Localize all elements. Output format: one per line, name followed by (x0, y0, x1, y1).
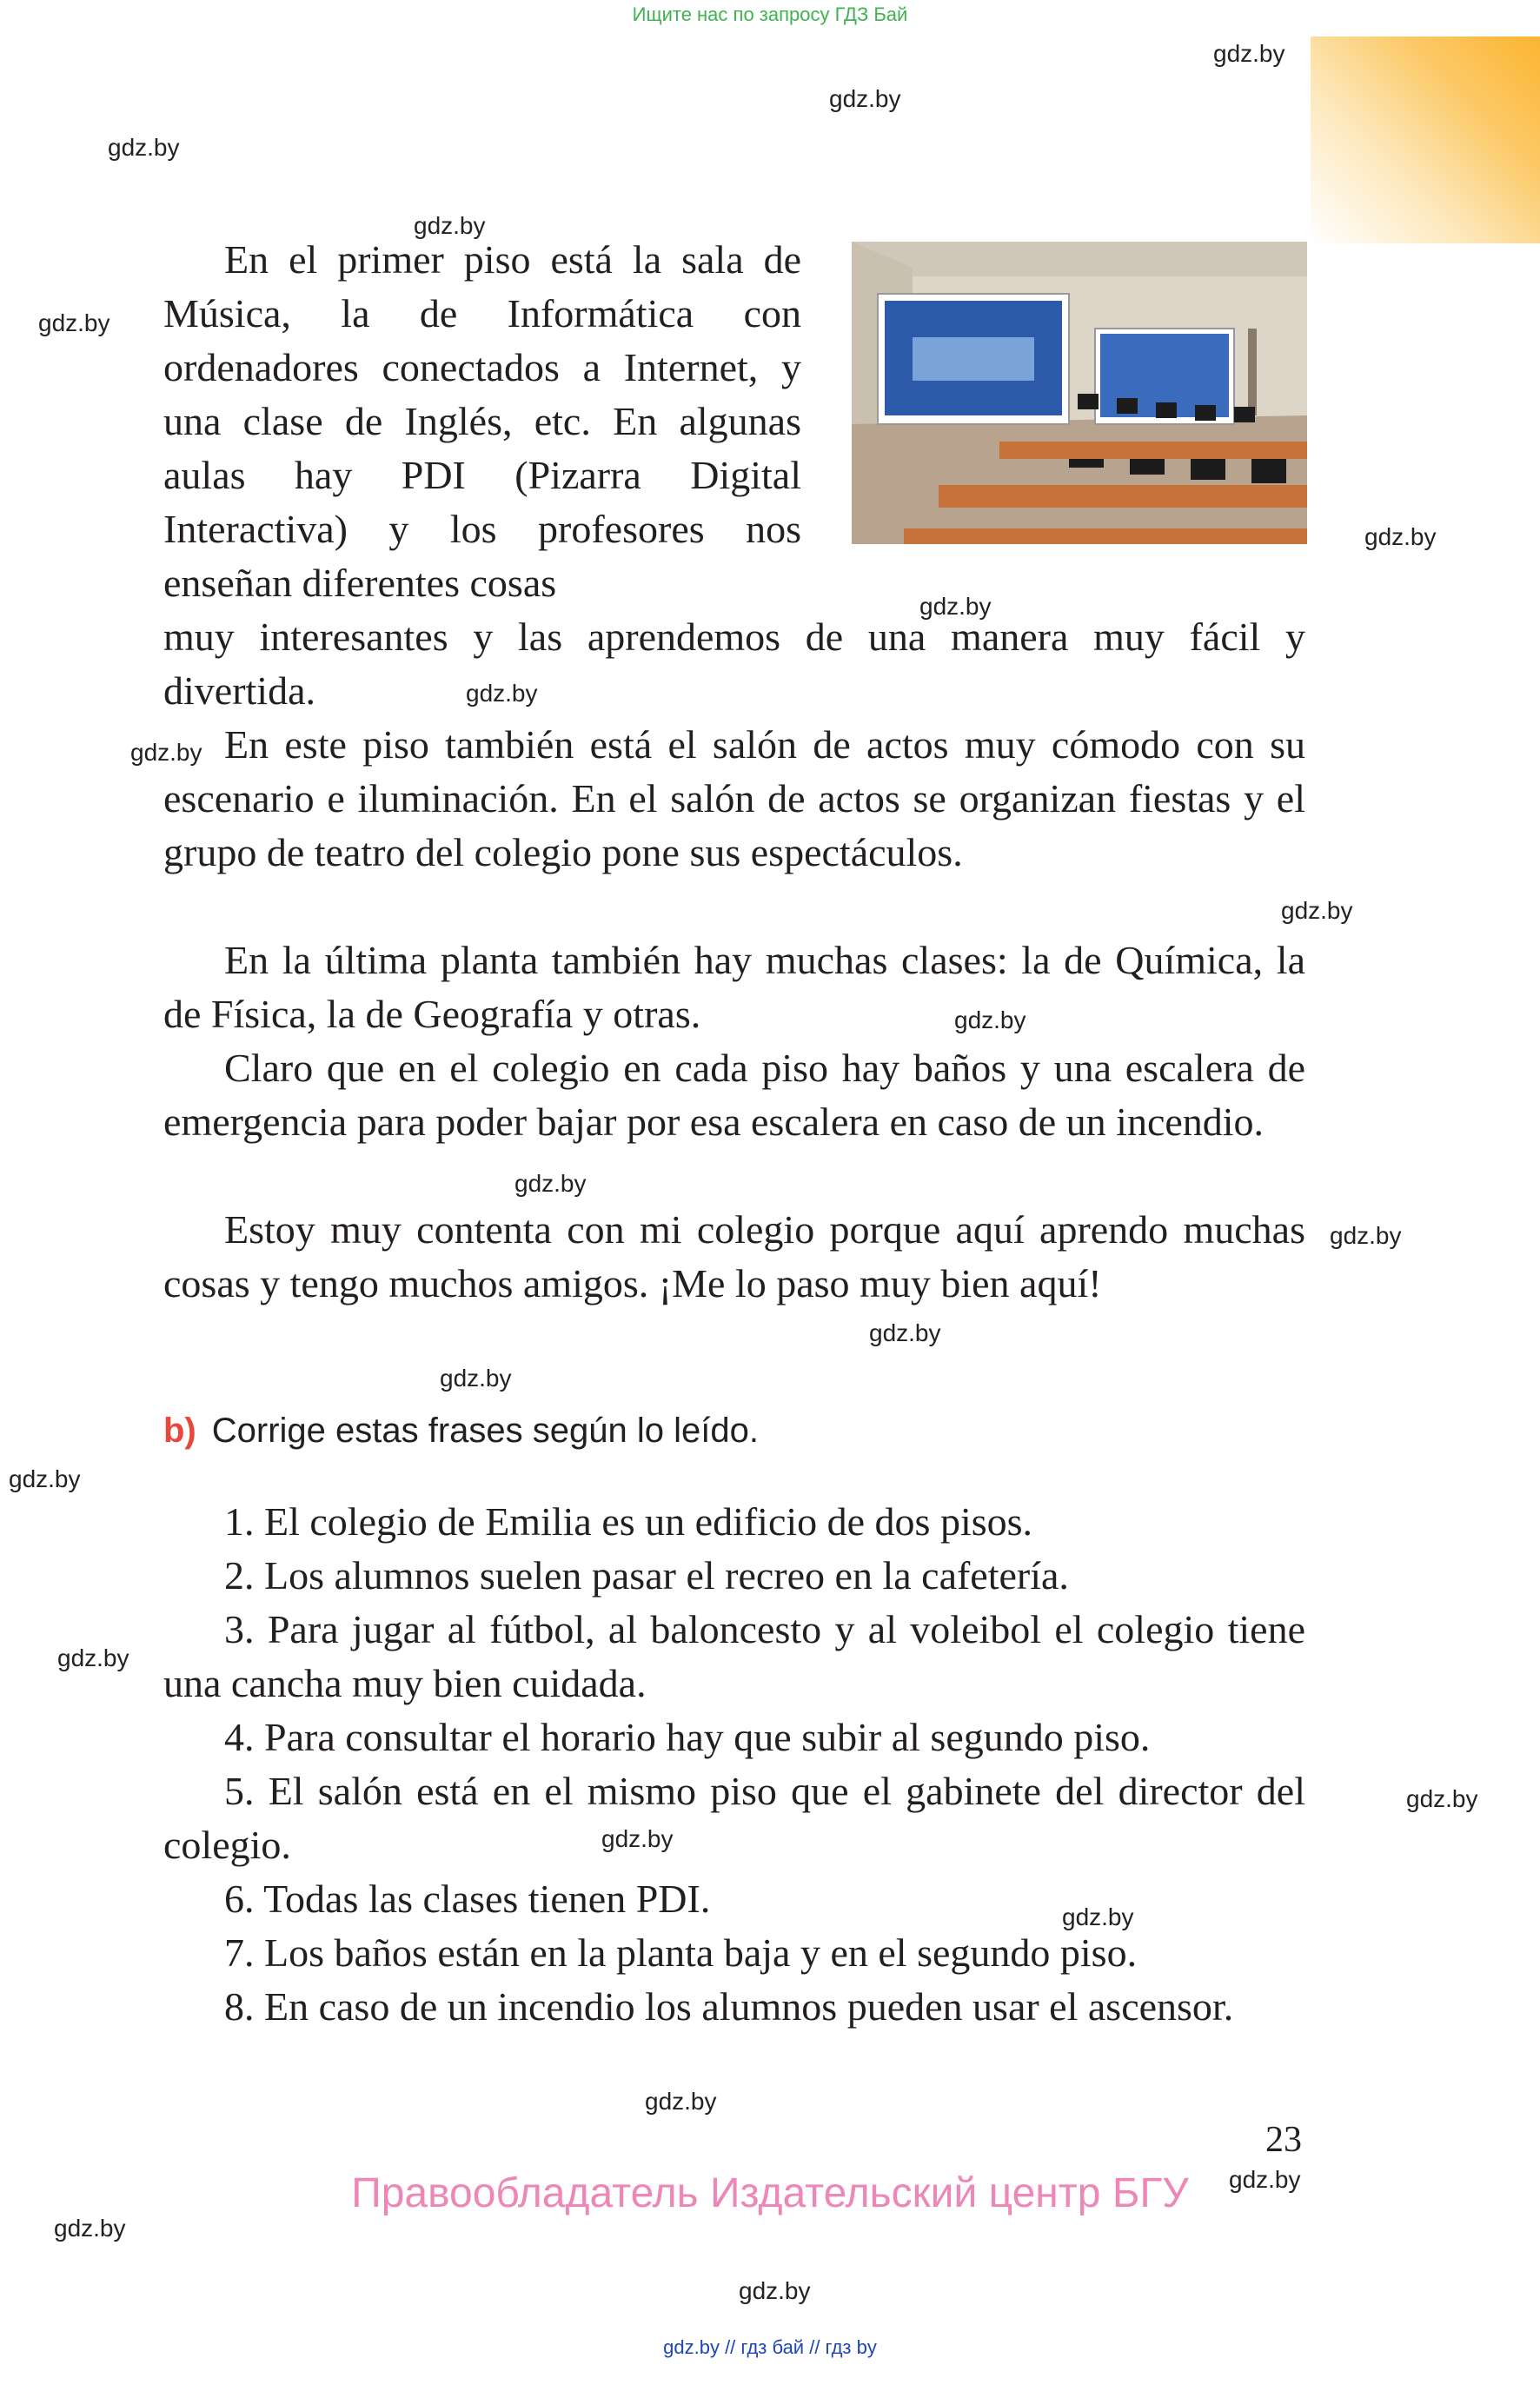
watermark: gdz.by (57, 1644, 129, 1671)
paragraph-top-floor: En la última planta también hay muchas clases: la de Química, la de Física, la de Geografía y otras. (163, 938, 1305, 1036)
watermark: gdz.by (1364, 523, 1437, 550)
exercise-item: 8. En caso de un incendio los alumnos pueden usar el ascensor. (224, 1984, 1234, 2029)
watermark: gdz.by (1062, 1903, 1134, 1930)
watermark: gdz.by (108, 134, 180, 161)
exercise-item: 3. Para jugar al fútbol, al baloncesto y al voleibol el colegio tiene una cancha muy bien cuidada. (163, 1607, 1305, 1705)
watermark: gdz.by (739, 2277, 811, 2304)
paragraph-first-floor-continued: muy interesantes y las aprendemos de una manera muy fácil y divertida. (163, 615, 1305, 713)
task-text: Corrige estas frases según lo leído. (211, 1412, 759, 1450)
watermark: gdz.by (869, 1319, 941, 1346)
watermark: gdz.by (1213, 40, 1285, 67)
watermark: gdz.by (54, 2215, 126, 2242)
watermark: gdz.by (1229, 2166, 1301, 2193)
paragraph-first-floor: En el primer piso está la sala de Música, la de Informática con ordenadores conectados a Internet, y una clase de Inglés, etc. En algunas aulas hay PDI (Pizarra Digital Interactiva) y los profesores nos enseñan diferentes cosas (163, 237, 801, 605)
task-label: b) (163, 1412, 196, 1450)
exercise-item: 2. Los alumnos suelen pasar el recreo en la cafetería. (224, 1553, 1069, 1598)
watermark: gdz.by (1330, 1222, 1402, 1249)
top-banner[interactable]: Ищите нас по запросу ГДЗ Бай (632, 3, 908, 25)
copyright-holder: Правообладатель Издательский центр БГУ (351, 2170, 1189, 2216)
watermark: gdz.by (1281, 897, 1353, 924)
watermark: gdz.by (601, 1825, 674, 1852)
watermark: gdz.by (645, 2088, 717, 2115)
watermark: gdz.by (919, 593, 992, 620)
classroom-photo (852, 242, 1307, 544)
page-number: 23 (1265, 2120, 1302, 2160)
watermark: gdz.by (414, 212, 486, 239)
watermark: gdz.by (1406, 1785, 1478, 1812)
paragraph-assembly-hall: En este piso también está el salón de actos muy cómodo con su escenario e iluminación. En el salón de actos se organizan fiestas y el grupo de teatro del colegio pone sus espectáculos. (163, 722, 1305, 874)
exercise-item: 1. El colegio de Emilia es un edificio de dos pisos. (224, 1499, 1033, 1544)
watermark: gdz.by (38, 309, 110, 336)
exercise-item: 4. Para consultar el horario hay que subir al segundo piso. (224, 1715, 1151, 1759)
watermark: gdz.by (954, 1006, 1026, 1033)
exercise-item: 6. Todas las clases tienen PDI. (224, 1877, 711, 1921)
task-heading (163, 1406, 759, 1455)
watermark: gdz.by (9, 1465, 81, 1492)
exercise-item: 7. Los baños están en la planta baja y en el segundo piso. (224, 1930, 1138, 1975)
watermark: gdz.by (466, 680, 538, 707)
paragraph-conclusion: Estoy muy contenta con mi colegio porque aquí aprendo muchas cosas y tengo muchos amigos. ¡Me lo paso muy bien aquí! (163, 1207, 1305, 1305)
watermark: gdz.by (440, 1365, 512, 1392)
watermark: gdz.by (829, 85, 901, 112)
paragraph-emergency-stairs: Claro que en el colegio en cada piso hay baños y una escalera de emergencia para poder bajar por esa escalera en caso de un incendio. (163, 1046, 1305, 1144)
exercise-item: 5. El salón está en el mismo piso que el gabinete del director del colegio. (163, 1769, 1305, 1867)
watermark: gdz.by (514, 1170, 587, 1197)
watermark: gdz.by (130, 739, 202, 766)
bottom-links[interactable]: gdz.by // гдз бай // гдз by (663, 2336, 877, 2358)
corner-decoration (1311, 37, 1540, 243)
